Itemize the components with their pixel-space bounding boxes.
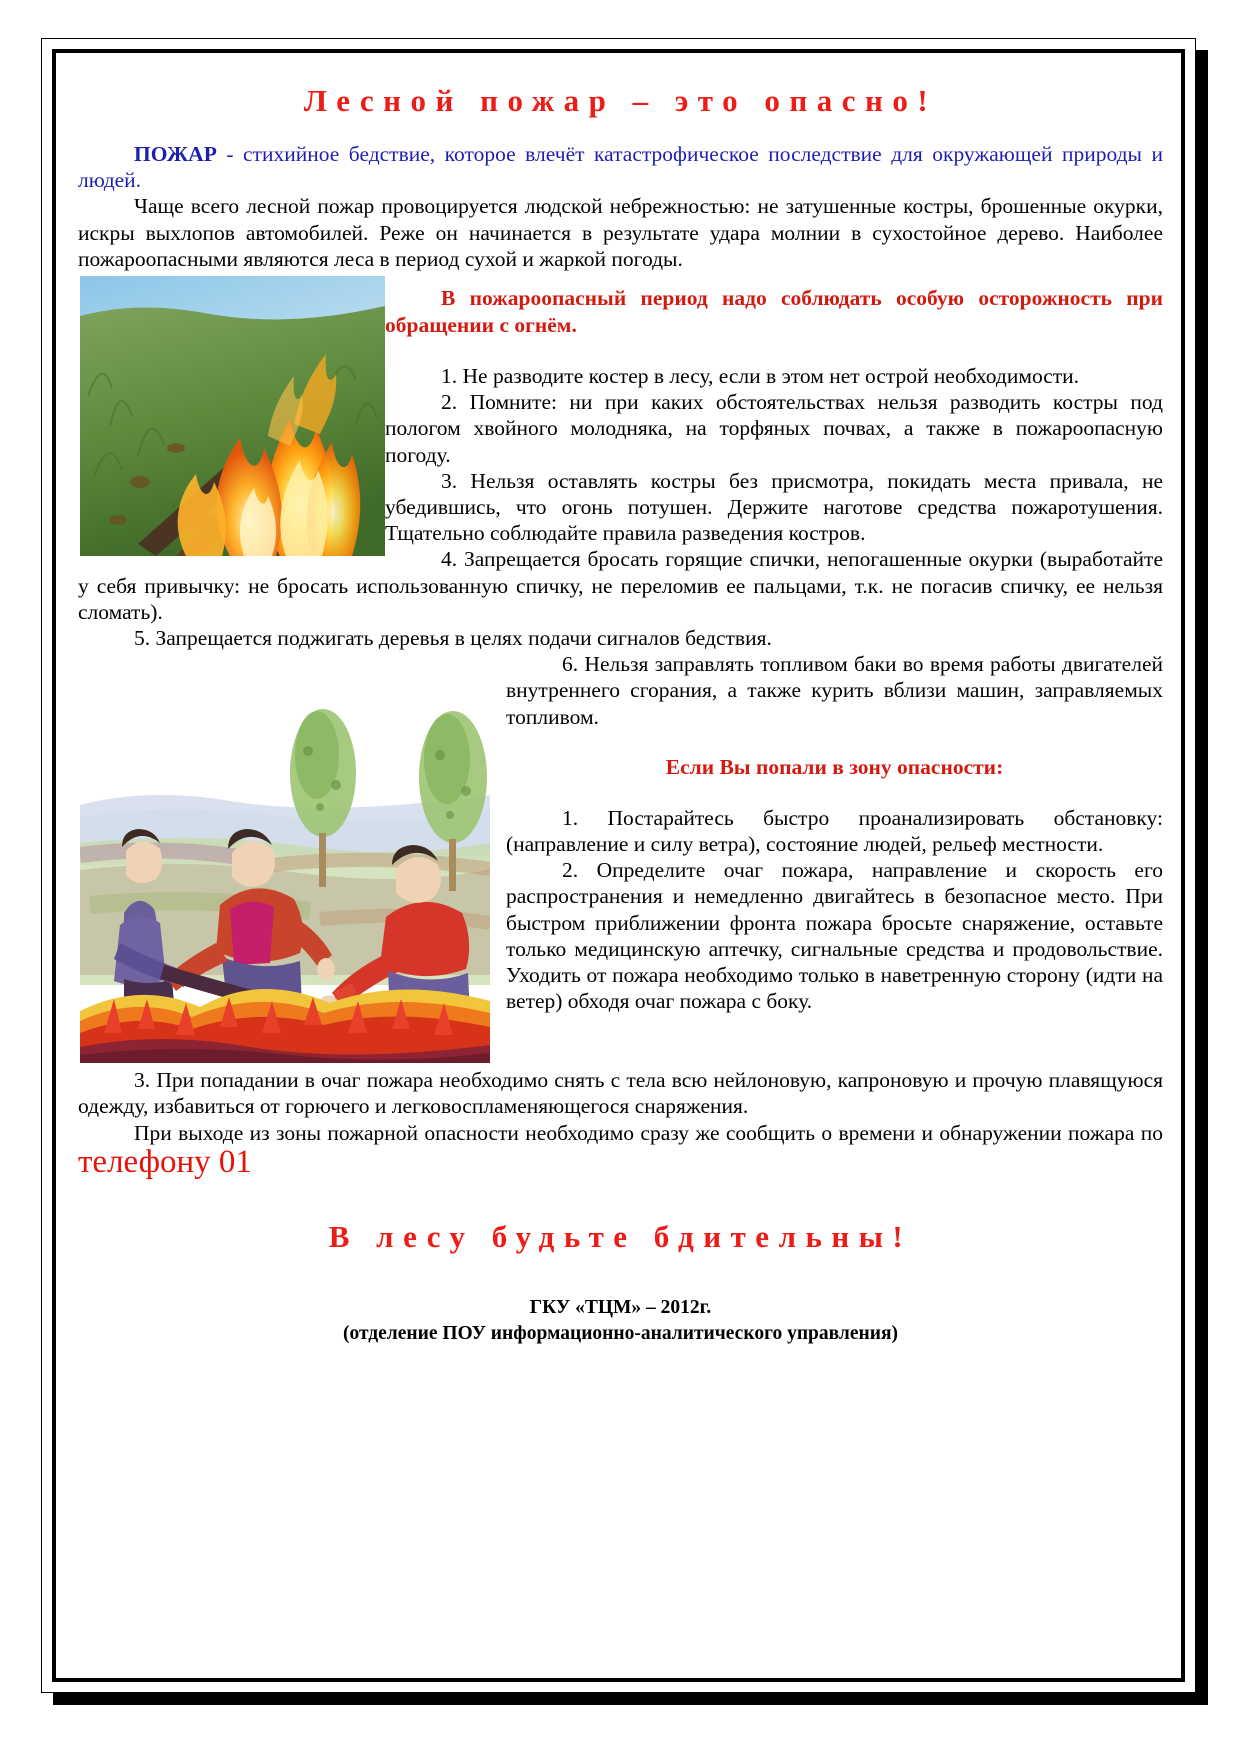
danger-rule-3: 3. При попадании в очаг пожара необходимо снять с тела всю нейлоновую, капроновую и прочую плавящуюся одежду, избавиться от горючего и легковоспламеняющегося снаряжения. <box>78 1068 1163 1119</box>
firefighters-illustration-svg <box>80 655 490 1063</box>
emergency-phone: телефону 01 <box>78 1143 252 1180</box>
closing-slogan: В лесу будьте бдительны! <box>328 1218 913 1254</box>
paragraph-causes: Чаще всего лесной пожар провоцируется людской небрежностью: не затушенные костры, брошенные окурки, искры выхлопов автомобилей. Реже он начинается в результате удара молнии в сухостойное дерево. Наиболее пожароопасными являются леса в период сухой и жаркой погоды. <box>78 194 1163 271</box>
danger-rule-1: 1. Постарайтесь быстро проанализировать обстановку: (направление и силу ветра), состояние людей, рельеф местности. <box>506 805 1163 856</box>
spacer <box>78 1179 1163 1219</box>
poster-content <box>78 67 1163 1668</box>
poster-page <box>41 38 1196 1693</box>
footer-organization: ГКУ «ТЦМ» – 2012г. <box>529 1296 712 1318</box>
intro-text: - стихийное бедствие, которое влечёт катастрофическое последствие для окружающей природы и людей. <box>78 142 1163 193</box>
intro-paragraph <box>78 141 1163 193</box>
rule-1: 1. Не разводите костер в лесу, если в этом нет острой необходимости. <box>441 363 1080 388</box>
footer-department: (отделение ПОУ информационно-аналитического управления) <box>342 1323 899 1345</box>
danger-rule-2: 2. Определите очаг пожара, направление и скорость его распространения и немедленно двигайтесь в безопасное место. При быстром приближении фронта пожара бросьте снаряжение, оставьте только медицинскую аптечку, сигнальные средства и продовольствие. Уходить от пожара необходимо только в наветренную сторону (идти на ветер) обходя очаг пожара с боку. <box>506 858 1163 1014</box>
rule-3: 3. Нельзя оставлять костры без присмотра, покидать места привала, не убедившись, что огонь потушен. Держите наготове средства пожаротушения. Тщательно соблюдайте правила разведения костров. <box>385 468 1163 546</box>
heading-fire-season: В пожароопасный период надо соблюдать особую осторожность при обращении с огнём. <box>385 286 1163 337</box>
firefighters-illustration <box>80 655 490 1063</box>
rule-6: 6. Нельзя заправлять топливом баки во время работы двигателей внутреннего сгорания, а также курить вблизи машин, заправляемых топливом. <box>506 652 1163 729</box>
page-title: Лесной пожар – это опасно! <box>303 83 938 118</box>
campfire-photo <box>80 276 385 556</box>
closing-paragraph <box>78 1120 1163 1179</box>
spacer <box>78 1255 1163 1295</box>
closing-text: При выходе из зоны пожарной опасности необходимо сразу же сообщить о времени и обнаружении пожара по <box>134 1120 1163 1145</box>
campfire-photo-svg <box>80 276 385 556</box>
heading-danger-zone: Если Вы попали в зону опасности: <box>665 754 1004 779</box>
intro-lead: ПОЖАР <box>134 142 217 166</box>
rule-5: 5. Запрещается поджигать деревья в целях подачи сигналов бедствия. <box>134 626 772 651</box>
poster-inner-frame <box>52 49 1185 1682</box>
rule-4: 4. Запрещается бросать горящие спички, непогашенные окурки (выработайте у себя привычку: не бросать использованную спичку, не переломив ее пальцами, т.к. не погасив спичку, ее нельзя сломать). <box>78 547 1163 624</box>
rule-2: 2. Помните: ни при каких обстоятельствах нельзя разводить костры под пологом хвойного молодняка, на торфяных почвах, а также в пожароопасную погоду. <box>385 390 1163 467</box>
